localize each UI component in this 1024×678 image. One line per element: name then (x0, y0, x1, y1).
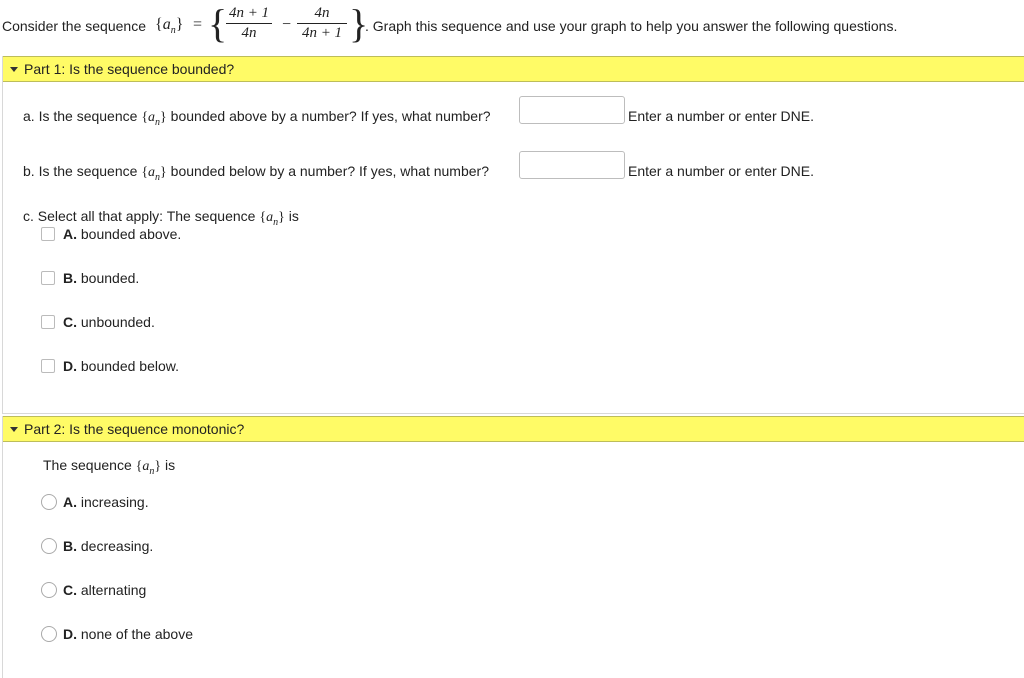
part2-prompt-suffix: is (164, 457, 176, 473)
problem-prefix: Consider the sequence (2, 18, 146, 34)
question-a-suffix: bounded above by a number? If yes, what number? (170, 108, 491, 124)
part1-header[interactable] (3, 56, 1024, 82)
part2-title: Part 2: Is the sequence monotonic? (24, 421, 245, 437)
checkbox-option-d[interactable]: D. bounded below. (41, 358, 179, 374)
part2-prompt (43, 457, 175, 477)
sequence-symbol: $\{a_n\}$ (135, 459, 162, 477)
checkbox-option-b[interactable]: B. bounded. (41, 270, 139, 286)
caret-down-icon (10, 67, 18, 72)
part2-prompt-prefix: The sequence (43, 457, 132, 473)
minus-sign: − (282, 16, 292, 33)
problem-statement (0, 1, 1024, 46)
question-c (23, 208, 299, 228)
radio-option-c[interactable]: C. alternating (41, 582, 146, 598)
checkbox[interactable] (41, 315, 55, 329)
question-a-prefix: a. Is the sequence (23, 108, 138, 124)
question-b-prefix: b. Is the sequence (23, 163, 138, 179)
answer-b-hint: Enter a number or enter DNE. (628, 163, 814, 179)
radio-button[interactable] (41, 538, 57, 554)
answer-a-hint: Enter a number or enter DNE. (628, 108, 814, 124)
sequence-symbol: $\{a_n\}$ (141, 165, 167, 183)
problem-suffix: . Graph this sequence and use your graph to help you answer the following questions. (365, 18, 898, 34)
checkbox[interactable] (41, 359, 55, 373)
radio-option-b[interactable]: B. decreasing. (41, 538, 153, 554)
equals-sign: = (193, 16, 203, 33)
checkbox[interactable] (41, 271, 55, 285)
question-b (23, 163, 489, 183)
radio-button[interactable] (41, 494, 57, 510)
radio-button[interactable] (41, 626, 57, 642)
sequence-symbol: $\{a_n\}$ (141, 110, 167, 128)
answer-a-input[interactable] (519, 96, 625, 124)
radio-option-d[interactable]: D. none of the above (41, 626, 193, 642)
checkbox-option-a[interactable]: A. bounded above. (41, 226, 181, 242)
question-c-suffix: is (288, 208, 299, 224)
part1-section (2, 56, 1024, 414)
left-brace: { (208, 1, 228, 46)
checkbox-option-c[interactable]: C. unbounded. (41, 314, 155, 330)
fraction-1: 4n + 1 4n (226, 5, 272, 42)
sequence-symbol: $\{a_n\}$ (259, 210, 285, 228)
part2-header[interactable] (3, 416, 1024, 442)
sequence-symbol: $\{a_n\}$ (155, 16, 184, 37)
question-b-suffix: bounded below by a number? If yes, what number? (170, 163, 489, 179)
question-a (23, 108, 491, 128)
radio-option-a[interactable]: A. increasing. (41, 494, 149, 510)
checkbox[interactable] (41, 227, 55, 241)
fraction-2: 4n 4n + 1 (297, 5, 347, 42)
caret-down-icon (10, 427, 18, 432)
question-c-prefix: c. Select all that apply: The sequence (23, 208, 256, 224)
right-brace: } (349, 1, 369, 46)
answer-b-input[interactable] (519, 151, 625, 179)
part1-title: Part 1: Is the sequence bounded? (24, 61, 235, 77)
radio-button[interactable] (41, 582, 57, 598)
part2-section (2, 416, 1024, 678)
